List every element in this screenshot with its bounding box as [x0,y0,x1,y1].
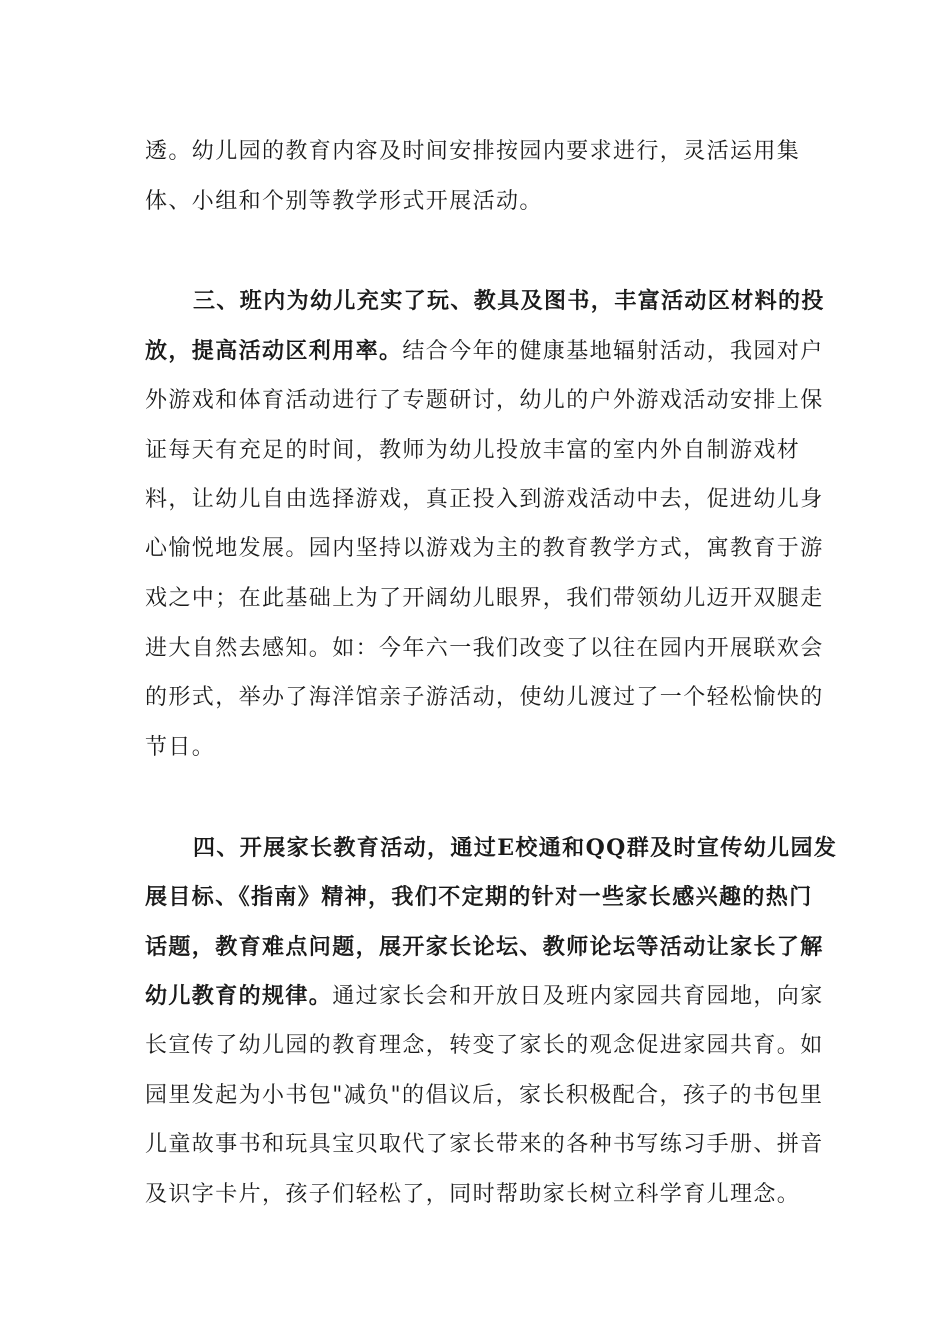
section-4-line: 及识字卡片，孩子们轻松了，同时帮助家长树立科学育儿理念。 [145,1182,801,1207]
section-3-line [145,336,824,367]
section-4-heading-tail: 幼儿教育的规律。 [145,983,333,1009]
section-3-text: 结合今年的健康基地辐射活动，我园对户 [402,339,824,364]
section-4-line: 儿童故事书和玩具宝贝取代了家长带来的各种书写练习手册、拼音 [145,1132,824,1157]
section-4-heading-line: 展目标、《指南》精神，我们不定期的针对一些家长感兴趣的热门 [145,884,813,910]
section-3-line: 心愉悦地发展。园内坚持以游戏为主的教育教学方式，寓教育于游 [145,536,824,561]
section-4-line [145,981,824,1012]
section-4-heading-line: 话题，教育难点问题，展开家长论坛、教师论坛等活动让家长了解 [145,934,824,960]
section-3-line: 证每天有充足的时间，教师为幼儿投放丰富的室内外自制游戏材 [145,438,801,463]
paragraph-line: 体、小组和个别等教学形式开展活动。 [145,189,543,214]
section-3-heading-line: 三、班内为幼儿充实了玩、教具及图书，丰富活动区材料的投 [193,288,825,314]
section-3-heading-tail: 放，提高活动区利用率。 [145,338,403,364]
section-3-line: 进大自然去感知。如：今年六一我们改变了以往在园内开展联欢会 [145,636,824,661]
section-4-line: 长宣传了幼儿园的教育理念，转变了家长的观念促进家园共育。如 [145,1033,824,1058]
section-3-line: 戏之中；在此基础上为了开阔幼儿眼界，我们带领幼儿迈开双腿走 [145,586,824,611]
paragraph-line: 透。幼儿园的教育内容及时间安排按园内要求进行，灵活运用集 [145,139,801,164]
section-3-line: 料，让幼儿自由选择游戏，真正投入到游戏活动中去，促进幼儿身 [145,487,824,512]
section-3-line: 的形式，举办了海洋馆亲子游活动，使幼儿渡过了一个轻松愉快的 [145,685,824,710]
section-4-line: 园里发起为小书包"减负"的倡议后，家长积极配合，孩子的书包里 [145,1083,824,1108]
section-3-line: 外游戏和体育活动进行了专题研讨，幼儿的户外游戏活动安排上保 [145,388,824,413]
section-4-text: 通过家长会和开放日及班内家园共育园地，向家 [332,984,824,1009]
section-4-heading-line: 四、开展家长教育活动，通过E校通和QQ群及时宣传幼儿园发 [193,835,838,861]
section-3-line: 节日。 [145,735,216,760]
